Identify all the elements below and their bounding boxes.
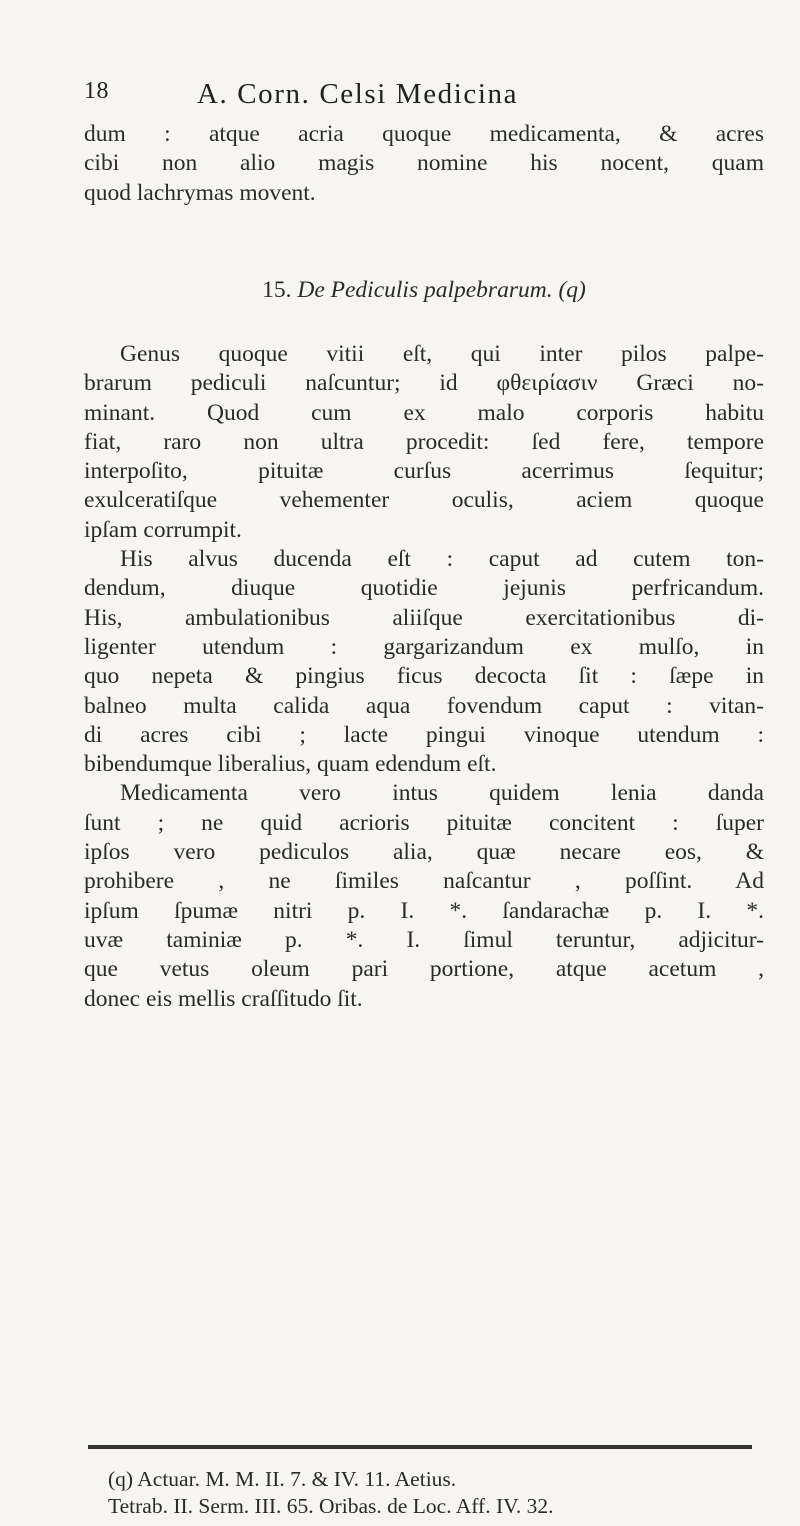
text-line: cibi non alio magis nomine his nocent, quam bbox=[84, 150, 764, 177]
text-line: prohibere , ne ſimiles naſcantur , poſſint. Ad bbox=[84, 868, 764, 895]
paragraph bbox=[84, 545, 764, 779]
footnote-divider bbox=[88, 1445, 752, 1449]
opening-text bbox=[84, 120, 764, 208]
section-number: 15. bbox=[262, 277, 292, 303]
text-line: His, ambulationibus aliiſque exercitationibus di- bbox=[84, 604, 764, 631]
text-line: ipſum ſpumæ nitri p. I. *. ſandarachæ p. I. *. bbox=[84, 897, 764, 924]
text-line: His alvus ducenda eſt : caput ad cutem ton- bbox=[120, 546, 764, 573]
text-line: ipſam corrumpit. bbox=[84, 516, 242, 543]
paragraph bbox=[84, 779, 764, 1013]
text-line: exulceratiſque vehementer oculis, aciem quoque bbox=[84, 487, 764, 514]
paragraph bbox=[84, 340, 764, 545]
text-line: brarum pediculi naſcuntur; id φθειρίασιν Græci no- bbox=[84, 370, 764, 397]
footnote-reference: (q) bbox=[558, 277, 586, 303]
text-line: Medicamenta vero intus quidem lenia danda bbox=[120, 780, 764, 807]
running-title: A. Corn. Celsi Medicina bbox=[197, 78, 519, 110]
text-line: que vetus oleum pari portione, atque acetum , bbox=[84, 956, 764, 983]
footnote bbox=[108, 1466, 768, 1520]
text-line: donec eis mellis craſſitudo ſit. bbox=[84, 985, 363, 1012]
text-line: di acres cibi ; lacte pingui vinoque utendum : bbox=[84, 721, 764, 748]
text-line: quo nepeta & pingius ficus decocta ſit : ſæpe in bbox=[84, 663, 764, 690]
text-line: fiat, raro non ultra procedit: ſed fere, tempore bbox=[84, 428, 764, 455]
text-line: uvæ taminiæ p. *. I. ſimul teruntur, adjicitur- bbox=[84, 926, 764, 953]
text-line: balneo multa calida aqua fovendum caput : vitan- bbox=[84, 692, 764, 719]
text-line: ſunt ; ne quid acrioris pituitæ concitent : ſuper bbox=[84, 809, 764, 836]
section-heading bbox=[84, 277, 764, 304]
text-line: ipſos vero pediculos alia, quæ necare eos, & bbox=[84, 839, 764, 866]
text-line: minant. Quod cum ex malo corporis habitu bbox=[84, 399, 764, 426]
text-line: dum : atque acria quoque medicamenta, & acres bbox=[84, 121, 764, 147]
text-line: bibendumque liberalius, quam edendum eſt. bbox=[84, 751, 497, 778]
section-title: De Pediculis palpebrarum. bbox=[297, 277, 553, 303]
text-line: quod lachrymas movent. bbox=[84, 179, 316, 206]
page-number: 18 bbox=[84, 78, 109, 104]
text-line: interpoſito, pituitæ curſus acerrimus ſequitur; bbox=[84, 458, 764, 485]
text-line: ligenter utendum : gargarizandum ex mulſo, in bbox=[84, 633, 764, 660]
running-header bbox=[84, 78, 764, 118]
text-line: dendum, diuque quotidie jejunis perfricandum. bbox=[84, 575, 764, 602]
footnote-line: (q) Actuar. M. M. II. 7. & IV. 11. Aetius. bbox=[108, 1467, 457, 1491]
section-body bbox=[84, 340, 764, 1014]
text-line: Genus quoque vitii eſt, qui inter pilos palpe- bbox=[120, 341, 764, 367]
footnote-line: Tetrab. II. Serm. III. 65. Oribas. de Loc. Aff. IV. 32. bbox=[108, 1494, 554, 1518]
